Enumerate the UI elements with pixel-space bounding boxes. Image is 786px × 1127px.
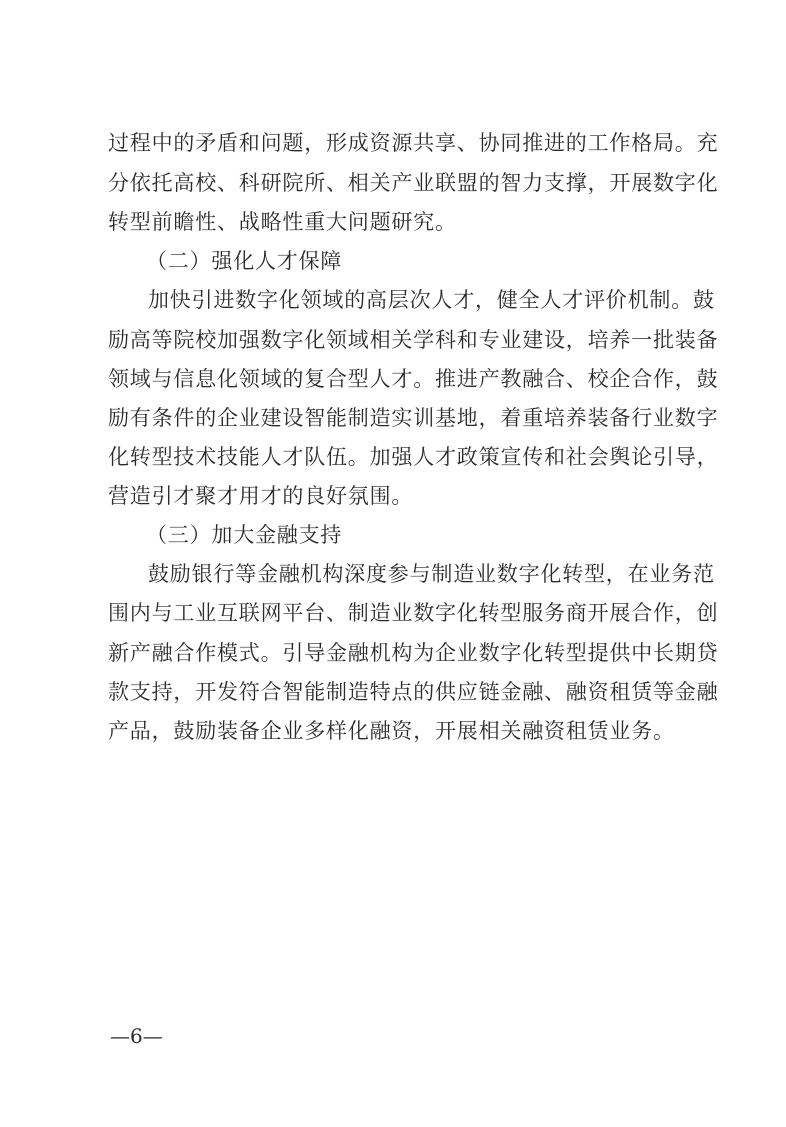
paragraph-line: 鼓励银行等金融机构深度参与制造业数字化转型，在业务范 <box>148 562 715 586</box>
paragraph-line: 过程中的矛盾和问题，形成资源共享、协同推进的工作格局。充 <box>108 131 719 155</box>
paragraph-line: 产品，鼓励装备企业多样化融资，开展相关融资租赁业务。 <box>108 719 675 743</box>
paragraph-line: 励有条件的企业建设智能制造实训基地，着重培养装备行业数字 <box>108 406 719 430</box>
paragraph-line: 加快引进数字化领域的高层次人才，健全人才评价机制。鼓 <box>148 288 715 312</box>
paragraph-line: 款支持，开发符合智能制造特点的供应链金融、融资租赁等金融 <box>108 680 719 704</box>
paragraph-line: 励高等院校加强数字化领域相关学科和专业建设，培养一批装备 <box>108 328 719 352</box>
paragraph-line: 转型前瞻性、战略性重大问题研究。 <box>108 210 457 234</box>
section-heading: （二）强化人才保障 <box>146 249 343 273</box>
paragraph-line: 化转型技术技能人才队伍。加强人才政策宣传和社会舆论引导， <box>108 445 719 469</box>
page-number: —6— <box>110 1024 163 1048</box>
paragraph-line: 领域与信息化领域的复合型人才。推进产教融合、校企合作，鼓 <box>108 367 719 391</box>
paragraph-line: 围内与工业互联网平台、制造业数字化转型服务商开展合作，创 <box>108 601 719 625</box>
section-heading: （三）加大金融支持 <box>146 523 343 547</box>
paragraph-line: 新产融合作模式。引导金融机构为企业数字化转型提供中长期贷 <box>108 641 719 665</box>
paragraph-line: 分依托高校、科研院所、相关产业联盟的智力支撑，开展数字化 <box>108 171 719 195</box>
paragraph-line: 营造引才聚才用才的良好氛围。 <box>108 484 414 508</box>
